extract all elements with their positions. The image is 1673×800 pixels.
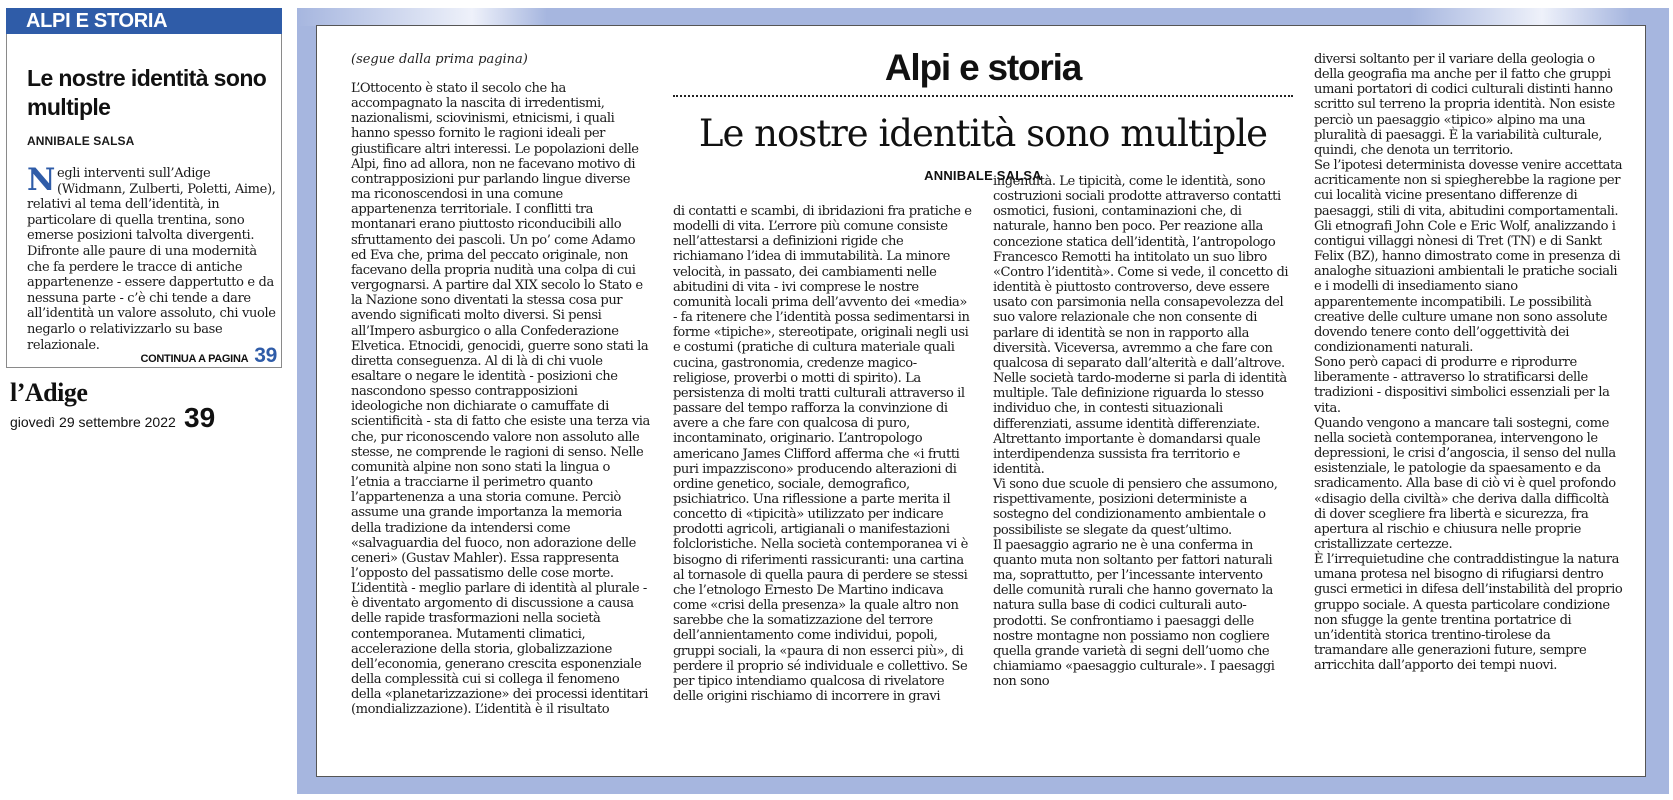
- teaser-author: ANNIBALE SALSA: [27, 134, 135, 148]
- dotted-divider: [673, 95, 1293, 97]
- continue-link[interactable]: [140, 344, 277, 368]
- paragraph: Il paesaggio agrario ne è una conferma in quanto muta non soltanto per fattori naturali ma, soprattutto, per l’incessante intervento delle comunità rurali che hanno governato la natura sulla base di codici culturali auto-prodotti. Se confrontiamo i paesaggi delle nostre montagne non possiamo non cogliere quella grande varietà di segni dell’uomo che chiamiamo «paesaggio culturale». I paesaggi non sono: [993, 537, 1275, 690]
- paragraph: di contatti e scambi, di ibridazioni fra pratiche e modelli di vita. L’errore più comune consiste nell’attestarsi a definizioni rigide che richiamano l’idea di immutabilità. La minore velocità, in passato, dei cambiamenti nelle abitudini di vita - ivi comprese le nostre comunità locali prima dell’avvento dei «media» - fa ritenere che l’identità possa sedimentarsi in forme «tipiche», stereotipate, originali negli usi e costumi (pratiche di cultura materiale quali cucina, gastronomia, credenze magico-religiose, proverbi o motti di spirito). La persistenza di molti tratti culturali attraverso il passare del tempo rafforza la convinzione di avere a che fare con qualcosa di puro, incontaminato, originario. L’antropologo americano James Clifford afferma che «i frutti puri impazziscono» producendo alterazioni di ordine genetico, sociale, demografico, psichiatrico. Una riflessione a parte merita il concetto di «tipicità» utilizzato per indicare prodotti agricoli, artigianali o manifestazioni folcloristiche. Nella società contemporanea vi è bisogno di riferimenti rassicuranti: una cartina al tornasole di quella paura di perdere se stessi che l’etnologo Ernesto De Martino indicava come «crisi della presenza» la quale altro non sarebbe che la somatizzazione del terrore dell’annientamento come individui, popoli, gruppi sociali, la «paura di non esserci più», di perdere il proprio sé individuale e collettivo. Se per tipico intendiamo qualcosa di rivelatore delle origini rischiamo di incorrere in gravi: [673, 204, 972, 704]
- article-column-2: [673, 204, 973, 704]
- paragraph: ingenuità. Le tipicità, come le identità, sono costruzioni sociali prodotte attraverso contatti osmotici, fusioni, contaminazioni che, di naturale, hanno ben poco. Per reazione alla concezione statica dell’identità, l’antropologo Francesco Remotti ha intitolato un suo libro «Contro l’identità». Come si vede, il concetto di identità è piuttosto controverso, deve essere usato con parsimonia nella consapevolezza del suo valore relazionale che non consente di parlare di identità se non in rapporto alla diversità. Viceversa, avremmo a che fare con qualcosa di separato dall’alterità e dall’altrove. Nelle società tardo-moderne si parla di identità multiple. Tale definizione riguarda lo stesso individuo che, in contesti situazionali differenziati, assume identità differenziate. Altrettanto importante è domandarsi quale interdipendenza sussista fra territorio e identità.: [993, 174, 1289, 477]
- teaser-text: egli interventi sull’Adige (Widmann, Zulberti, Poletti, Aime), relativi al tema dell’identità, in particolare di quella trentina, sono emerse posizioni talvolta divergenti. Difronte alle paure di una modernità che fa perdere le tracce di antiche appartenenze - essere dappertutto e da nessuna parte - c’è chi tende a dare all’identità un valore assoluto, chi vuole negarlo o relativizzarlo su base relazionale.: [27, 166, 276, 353]
- newspaper-masthead: l’Adige: [10, 378, 88, 407]
- issue-date: giovedì 29 settembre 2022: [10, 414, 176, 430]
- paragraph: Quando vengono a mancare tali sostegni, come nella società contemporanea, intervengono le depressioni, le crisi d’angoscia, il senso del nulla esistenziale, le patologie da spaesamento e da sradicamento. Alla base di ciò vi è quel profondo «disagio della civiltà» che deriva dalla difficoltà di dover scegliere fra libertà e sicurezza, fra apertura al rischio e chiusura nelle proprie cristallizzate certezze.: [1314, 415, 1616, 552]
- teaser-box[interactable]: [6, 34, 282, 368]
- article: [316, 25, 1646, 777]
- section-label: ALPI E STORIA: [6, 8, 282, 34]
- article-byline: ANNIBALE SALSA: [924, 168, 1042, 183]
- paragraph: L’Ottocento è stato il secolo che ha accompagnato la nascita di irredentismi, nazionalismi, sciovinismi, etnicismi, i quali hanno spesso fornito le ragioni ideali per giustificare altri interessi. Le popolazioni delle Alpi, fino ad allora, non ne facevano motivo di contrapposizioni pur parlando lingue diverse ma riconoscendosi in una comune appartenenza territoriale. I conflitti tra montanari erano piuttosto riconducibili allo sfruttamento dei pascoli. Un po’ come Adamo ed Eva che, prima del peccato originale, non facevano della propria nudità una colpa di cui vergognarsi. A partire dal XIX secolo lo Stato e la Nazione sono diventati la stessa cosa pur avendo significati molto diversi. Si pensi all’Impero asburgico o alla Confederazione Elvetica. Etnocidi, genocidi, guerre sono stati la diretta conseguenza. Al di là di chi vuole esaltare o negare le identità - posizioni che nascondono spesso contrapposizioni ideologiche non dichiarate o camuffate di scientificità - sta di fatto che esiste una terza via che, pur riconoscendo valore non assoluto alle stesse, ne comprende le ragioni di senso. Nelle comunità alpine non sono stati la lingua o l’etnia a tracciarne il perimetro quanto l’appartenenza a una storia comune. Perciò assume una grande importanza la memoria della tradizione da intendersi come «salvaguardia del fuoco, non adorazione delle ceneri» (Gustav Mahler). Essa rappresenta l’opposto del passatismo delle cose morte. L’identità - meglio parlare di identità al plurale - è diventato argomento di discussione a causa delle rapide trasformazioni nella società contemporanea. Mutamenti climatici, accelerazione della storia, globalizzazione dell’economia, generano crescita esponenziale della complessità cui si collega il fenomeno della «planetarizzazione» dei processi identitari (mondializzazione). L’identità è il risultato: [351, 81, 650, 718]
- paragraph: diversi soltanto per il variare della geologia o della geografia ma anche per il fatto che gruppi umani portatori di codici culturali distinti hanno scritto sul terreno la propria identità. Non esiste perciò un paesaggio «tipico» alpino ma una pluralità di paesaggi. È la variabilità culturale, quindi, che denota un territorio.: [1314, 52, 1615, 158]
- teaser-body: [27, 162, 279, 353]
- teaser-title[interactable]: Le nostre identità sono multiple: [27, 65, 267, 120]
- continue-label: CONTINUA A PAGINA: [140, 353, 249, 365]
- dropcap: N: [27, 162, 55, 198]
- frame-highlight: [297, 8, 547, 26]
- page-number: 39: [184, 402, 216, 433]
- section-kicker: Alpi e storia: [884, 47, 1082, 88]
- paragraph: Sono però capaci di produrre e riprodurre liberamente - attraverso lo stratificarsi delle tradizioni - dispositivi simbolici essenziali per la vita.: [1314, 355, 1610, 416]
- article-column-4: [1314, 52, 1624, 673]
- frame-highlight: [1410, 8, 1630, 26]
- article-headline: Le nostre identità sono multiple: [698, 112, 1268, 155]
- continue-page-number: 39: [254, 344, 277, 367]
- article-column-1: [351, 81, 651, 718]
- continued-label: (segue dalla prima pagina): [351, 52, 528, 67]
- article-column-3: [993, 174, 1293, 689]
- paragraph: Se l’ipotesi determinista dovesse venire accettata acriticamente non si spiegherebbe la ragione per cui località vicine presentano differenze di paesaggi, stili di vita, abitudini comportamentali. Gli etnografi John Cole e Eric Wolf, analizzando i contigui villaggi nònesi di Tret (TN) e di Sankt Felix (BZ), hanno dimostrato come in presenza di analoghe situazioni ambientali le pratiche sociali e i modelli di insediamento siano apparentemente incompatibili. Le possibilità creative delle culture umane non sono assolute dovendo tenere conto dell’oggettività dei condizionamenti naturali.: [1314, 158, 1623, 355]
- paragraph: È l’irrequietudine che contraddistingue la natura umana protesa nel bisogno di rifugiarsi dentro gusci ermetici in difesa dell’instabilità del proprio gruppo sociale. A questa particolare condizione non sfugge la gente trentina portatrice di un’identità storica trentino-tirolese da tramandare alle generazioni future, sempre arricchita dall’apporto dei tempi nuovi.: [1314, 552, 1623, 674]
- paragraph: Vi sono due scuole di pensiero che assumono, rispettivamente, posizioni deterministe a sostegno del condizionamento ambientale o possibiliste se slegate da quest’ultimo.: [993, 477, 1278, 538]
